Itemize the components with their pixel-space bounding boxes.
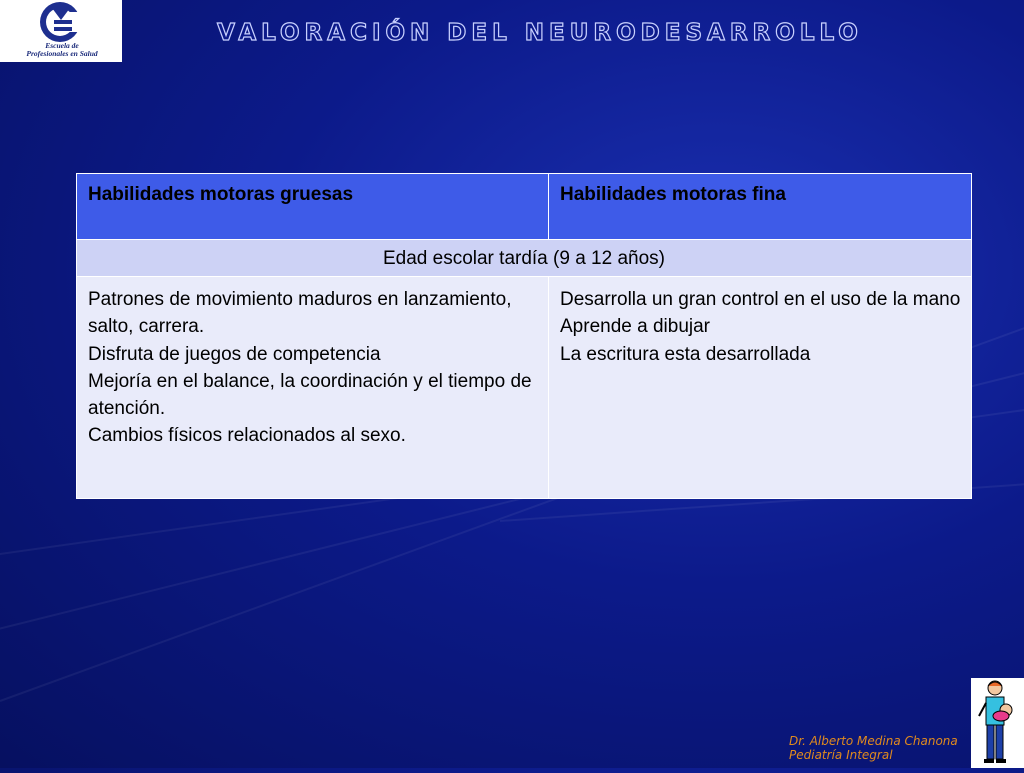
gross-motor-cell <box>77 277 549 499</box>
doctor-illustration <box>971 678 1024 768</box>
list-item: Desarrolla un gran control en el uso de la mano <box>560 289 961 310</box>
table-header-row <box>77 174 972 240</box>
list-item: Aprende a dibujar <box>560 316 710 338</box>
fine-motor-cell <box>549 277 972 499</box>
header-fine-motor: Habilidades motoras fina <box>549 174 972 240</box>
footer-subtitle: Pediatría Integral <box>789 748 893 762</box>
list-item: Patrones de movimiento maduros en lanzamiento, salto, carrera. <box>88 289 512 338</box>
school-logo-icon <box>0 0 122 44</box>
age-group-label: Edad escolar tardía (9 a 12 años) <box>77 240 972 277</box>
age-group-row <box>77 240 972 277</box>
page-title: VALORACIÓN DEL NEURODESARROLLO <box>217 20 863 46</box>
footer-credit <box>789 734 958 762</box>
doctor-with-baby-icon <box>971 678 1024 768</box>
list-item: Mejoría en el balance, la coordinación y el tiempo de atención. <box>88 370 532 420</box>
school-logo <box>0 0 122 62</box>
table-body-row <box>77 277 972 499</box>
list-item: Disfruta de juegos de competencia <box>88 343 381 365</box>
list-item: La escritura esta desarrollada <box>560 343 811 365</box>
logo-line-1: Escuela de <box>45 41 79 50</box>
footer-author: Dr. Alberto Medina Chanona <box>789 734 958 748</box>
logo-text <box>6 42 118 58</box>
logo-line-2: Profesionales en Salud <box>26 49 98 58</box>
motor-skills-table <box>76 173 972 499</box>
header-gross-motor: Habilidades motoras gruesas <box>77 174 549 240</box>
list-item: Cambios físicos relacionados al sexo. <box>88 425 406 447</box>
